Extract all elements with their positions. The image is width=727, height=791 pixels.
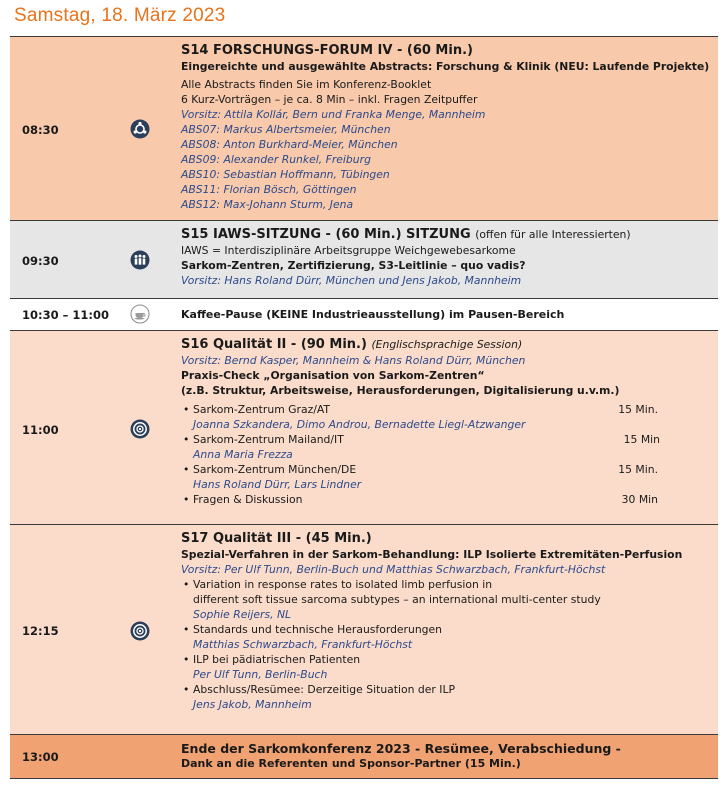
bullet: • (183, 433, 190, 446)
item-label: Standards und technische Herausforderungen (193, 623, 443, 636)
group-icon (130, 250, 150, 270)
session-content (181, 226, 712, 288)
topic-line: Spezial-Verfahren in der Sarkom-Behandlung: ILP Isolierte Extremitäten-Perfusion (181, 548, 683, 561)
program-item (181, 432, 712, 447)
chair-line: Vorsitz: Hans Roland Dürr, München und Jens Jakob, Mannheim (181, 274, 522, 287)
item-speaker: Jens Jakob, Mannheim (193, 698, 312, 711)
session-content (181, 42, 712, 212)
session-title-note: (offen für alle Interessierten) (475, 228, 631, 241)
session-time: 09:30 (22, 254, 59, 268)
chair-line: Vorsitz: Attila Kollár, Bern und Franka Menge, Mannheim (181, 108, 486, 121)
item-speaker: Hans Roland Dürr, Lars Lindner (193, 478, 362, 491)
topic-line: Praxis-Check „Organisation von Sarkom-Zentren“ (181, 369, 485, 382)
item-duration: 15 Min. (618, 463, 658, 476)
session-title (181, 226, 712, 243)
closing-content (181, 741, 712, 771)
item-duration: 30 Min (621, 493, 658, 506)
program-item (181, 622, 712, 637)
session-s15 (10, 220, 718, 298)
session-subtitle: Eingereichte und ausgewählte Abstracts: Forschung & Klinik (NEU: Laufende Projekte) (181, 60, 710, 73)
network-icon (130, 119, 150, 139)
session-title: S17 Qualität III - (45 Min.) (181, 531, 372, 546)
program-item (181, 492, 712, 507)
info-line: IAWS = Interdisziplinäre Arbeitsgruppe Weichgewebesarkome (181, 244, 516, 257)
bullet: • (183, 493, 190, 506)
topic-line: Sarkom-Zentren, Zertifizierung, S3-Leitlinie – quo vadis? (181, 259, 526, 272)
bullet: • (183, 683, 190, 696)
item-label: Abschluss/Resümee: Derzeitige Situation der ILP (193, 683, 455, 696)
session-title: S14 FORSCHUNGS-FORUM IV - (60 Min.) (181, 43, 473, 58)
closing-subtitle: Dank an die Referenten und Sponsor-Partner (15 Min.) (181, 757, 521, 770)
coffee-break (10, 298, 718, 330)
session-time: 13:00 (22, 750, 59, 764)
program-item (181, 462, 712, 477)
day-title: Samstag, 18. März 2023 (14, 5, 226, 26)
break-time: 10:30 – 11:00 (22, 308, 109, 322)
session-title-main: S15 IAWS-SITZUNG - (60 Min.) SITZUNG (181, 227, 471, 242)
session-time: 12:15 (22, 624, 59, 638)
chair-line: Vorsitz: Per Ulf Tunn, Berlin-Buch und Matthias Schwarzbach, Frankfurt-Höchst (181, 563, 606, 576)
bullet: • (183, 653, 190, 666)
abstract-speaker: ABS09: Alexander Runkel, Freiburg (181, 153, 371, 166)
break-text: Kaffee-Pause (KEINE Industrieausstellung) im Pausen-Bereich (181, 308, 565, 321)
abstract-speaker: ABS12: Max-Johann Sturm, Jena (181, 198, 354, 211)
abstract-speaker: ABS08: Anton Burkhard-Meier, München (181, 138, 398, 151)
topic-line: (z.B. Struktur, Arbeitsweise, Herausforderungen, Digitalisierung u.v.m.) (181, 384, 620, 397)
item-duration: 15 Min. (618, 403, 658, 416)
abstract-speaker: ABS10: Sebastian Hoffmann, Tübingen (181, 168, 390, 181)
item-label-continued: different soft tissue sarcoma subtypes – an international multi-center study (193, 593, 601, 606)
target-icon (130, 621, 150, 641)
info-line: 6 Kurz-Vorträgen – je ca. 8 Min – inkl. Fragen Zeitpuffer (181, 93, 478, 106)
program-item (181, 652, 712, 667)
session-content (181, 530, 712, 712)
bullet: • (183, 403, 190, 416)
session-time: 11:00 (22, 423, 59, 437)
bullet: • (183, 578, 190, 591)
abstract-speaker: ABS07: Markus Albertsmeier, München (181, 123, 391, 136)
bullet: • (183, 623, 190, 636)
session-s17 (10, 524, 718, 734)
chair-line: Vorsitz: Bernd Kasper, Mannheim & Hans Roland Dürr, München (181, 354, 526, 367)
program-item (181, 402, 712, 417)
session-title-main: S16 Qualität II - (90 Min.) (181, 337, 367, 352)
program-item (181, 577, 712, 592)
program-item (181, 682, 712, 697)
item-speaker: Anna Maria Frezza (193, 448, 293, 461)
coffee-icon (130, 304, 150, 324)
abstract-speaker: ABS11: Florian Bösch, Göttingen (181, 183, 357, 196)
closing-title: Ende der Sarkomkonferenz 2023 - Resümee, Verabschiedung - (181, 741, 621, 756)
session-time: 08:30 (22, 123, 59, 137)
session-s14 (10, 36, 718, 220)
item-duration: 15 Min (623, 433, 660, 446)
item-label: Sarkom-Zentrum Mailand/IT (193, 433, 344, 446)
session-s16 (10, 330, 718, 524)
item-label: Fragen & Diskussion (193, 493, 303, 506)
session-title (181, 336, 712, 353)
item-speaker: Sophie Reijers, NL (193, 608, 292, 621)
session-title-note: (Englischsprachige Session) (371, 338, 523, 351)
item-speaker: Matthias Schwarzbach, Frankfurt-Höchst (193, 638, 413, 651)
item-speaker: Joanna Szkandera, Dimo Androu, Bernadette Liegl-Atzwanger (193, 418, 526, 431)
item-label: ILP bei pädiatrischen Patienten (193, 653, 361, 666)
item-label: Sarkom-Zentrum Graz/AT (193, 403, 331, 416)
session-content (181, 336, 712, 507)
closing-session (10, 734, 718, 779)
item-label: Variation in response rates to isolated limb perfusion in (193, 578, 493, 591)
item-speaker: Per Ulf Tunn, Berlin-Buch (193, 668, 328, 681)
target-icon (130, 419, 150, 439)
info-line: Alle Abstracts finden Sie im Konferenz-Booklet (181, 78, 432, 91)
bullet: • (183, 463, 190, 476)
item-label: Sarkom-Zentrum München/DE (193, 463, 357, 476)
